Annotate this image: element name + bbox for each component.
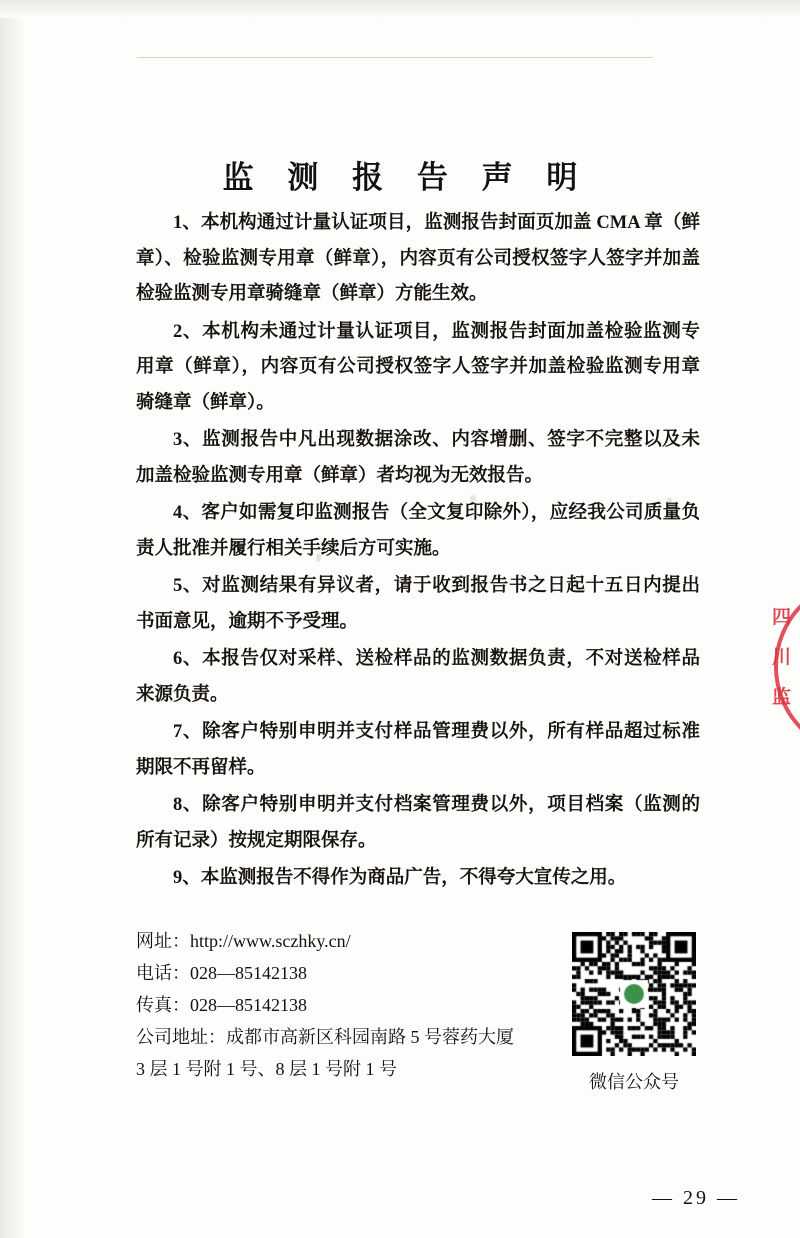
- seal-char: 川: [772, 647, 792, 668]
- header-rule: [137, 57, 653, 58]
- red-seal-stamp: [766, 578, 800, 758]
- qr-caption: 微信公众号: [589, 1072, 679, 1092]
- clause-paragraph: 3、监测报告中凡出现数据涂改、内容增删、签字不完整以及未加盖检验监测专用章（鲜章）者均视为无效报告。: [136, 430, 700, 486]
- clause-paragraph: 7、除客户特别申明并支付样品管理费以外，所有样品超过标准期限不再留样。: [136, 722, 700, 778]
- page-number: — 29 —: [652, 1187, 740, 1209]
- seal-char: 监: [772, 687, 792, 708]
- clause-paragraph: 8、除客户特别申明并支付档案管理费以外，项目档案（监测的所有记录）按规定期限保存。: [136, 795, 700, 851]
- clause-paragraph: 6、本报告仅对采样、送检样品的监测数据负责，不对送检样品来源负责。: [136, 649, 700, 705]
- clause-paragraph: 9、本监测报告不得作为商品广告，不得夸大宣传之用。: [173, 868, 627, 888]
- page-title: 监 测 报 告 声 明: [222, 160, 591, 195]
- clause-paragraph: 2、本机构未通过计量认证项目，监测报告封面加盖检验监测专用章（鲜章），内容页有公司授权签字人签字并加盖检验监测专用章骑缝章（鲜章）。: [136, 321, 700, 413]
- contact-address-line2: 3 层 1 号附 1 号、8 层 1 号附 1 号: [136, 1059, 397, 1079]
- clause-paragraph: 1、本机构通过计量认证项目，监测报告封面页加盖 CMA 章（鲜章）、检验监测专用章（鲜章），内容页有公司授权签字人签字并加盖检验监测专用章骑缝章（鲜章）方能生效。: [136, 213, 700, 304]
- declaration-clauses: [136, 206, 700, 899]
- contact-website: 网址：http://www.sczhky.cn/: [136, 931, 351, 951]
- seal-ring: [774, 578, 800, 756]
- clause-paragraph: 5、对监测结果有异议者，请于收到报告书之日起十五日内提出书面意见，逾期不予受理。: [136, 576, 700, 632]
- scan-edge-top: [0, 0, 800, 18]
- seal-char: 四: [772, 607, 792, 628]
- contact-address-line1: 公司地址：成都市高新区科园南路 5 号蓉药大厦: [136, 1027, 514, 1047]
- contact-block: [136, 925, 566, 1085]
- qr-code-block: [566, 932, 702, 1094]
- contact-fax: 传真：028—85142138: [136, 995, 307, 1015]
- contact-phone: 电话：028—85142138: [136, 963, 307, 983]
- clause-paragraph: 4、客户如需复印监测报告（全文复印除外），应经我公司质量负责人批准并履行相关手续后方可实施。: [136, 503, 700, 559]
- qr-code-icon: [572, 932, 696, 1056]
